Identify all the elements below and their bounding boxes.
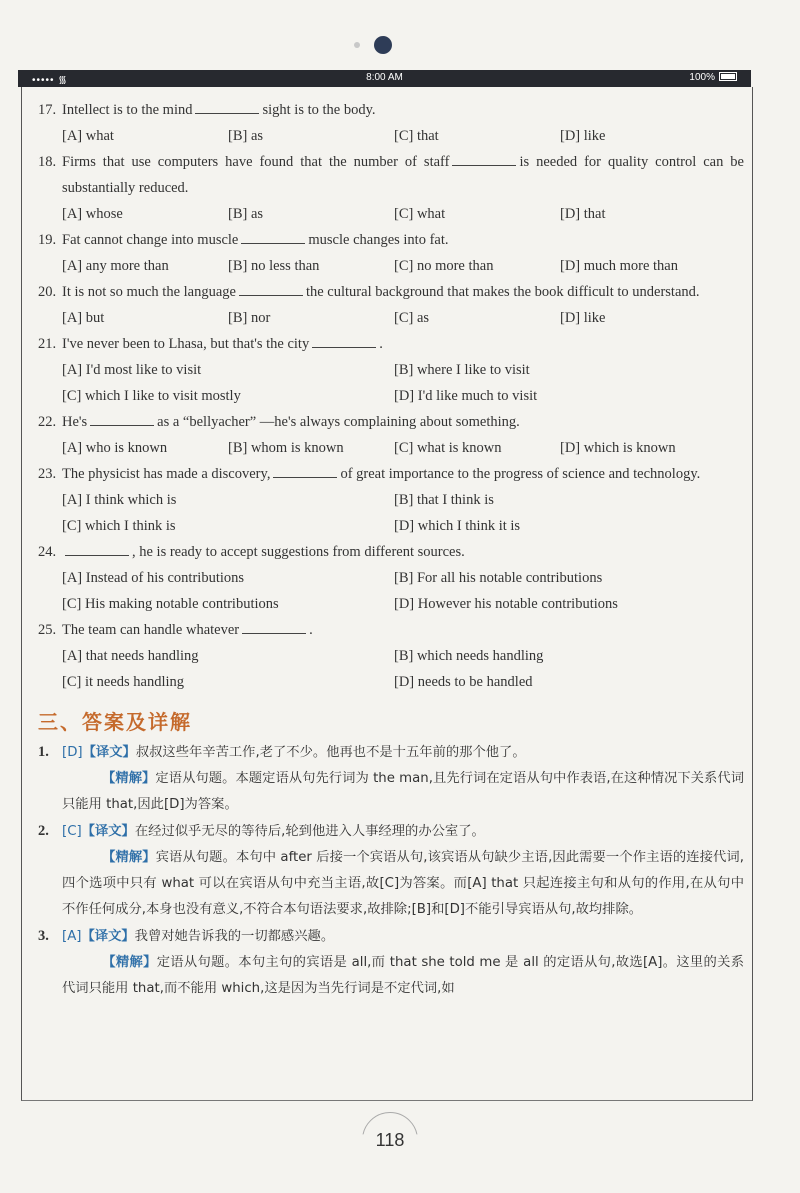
option-b[interactable]: [B] For all his notable contributions bbox=[394, 570, 603, 586]
question-item bbox=[38, 227, 744, 279]
option-c[interactable]: [C] no more than bbox=[394, 258, 494, 274]
option-b[interactable]: [B] which needs handling bbox=[394, 648, 544, 664]
question-item bbox=[38, 461, 744, 539]
option-a[interactable]: [A] whose bbox=[62, 206, 123, 222]
translation-text: 叔叔这些年辛苦工作,老了不少。他再也不是十五年前的那个他了。 bbox=[135, 745, 526, 760]
battery-icon bbox=[719, 72, 737, 81]
option-c[interactable]: [C] that bbox=[394, 128, 439, 144]
question-text: He's as a “bellyacher” —he's always complaining about something. bbox=[62, 409, 744, 435]
question-text: The physicist has made a discovery, of great importance to the progress of science and technology. bbox=[62, 461, 744, 487]
answer-number: 1. bbox=[38, 744, 49, 760]
answer-blank bbox=[65, 540, 129, 556]
answer-blank bbox=[452, 150, 516, 166]
question-item bbox=[38, 97, 744, 149]
page-indicator bbox=[0, 36, 800, 56]
page-number: 118 bbox=[362, 1112, 418, 1162]
explanation-tag: 【精解】 bbox=[102, 771, 156, 786]
question-number: 24. bbox=[38, 544, 57, 560]
question-text: Fat cannot change into muscle muscle changes into fat. bbox=[62, 227, 744, 253]
option-c[interactable]: [C] what bbox=[394, 206, 446, 222]
option-a[interactable]: [A] I think which is bbox=[62, 492, 177, 508]
status-bar bbox=[18, 70, 751, 87]
option-b[interactable]: [B] as bbox=[228, 206, 264, 222]
answer-item bbox=[38, 739, 744, 818]
section-title: 三、答案及详解 bbox=[38, 710, 192, 734]
question-text: It is not so much the language the cultural background that makes the book difficult to understand. bbox=[62, 279, 744, 305]
question-item bbox=[38, 539, 744, 617]
explanation-text: 定语从句题。本题定语从句先行词为 the man,且先行词在定语从句中作表语,在这种情况下关系代词只能用 that,因此[D]为答案。 bbox=[62, 771, 744, 812]
option-b[interactable]: [B] that I think is bbox=[394, 492, 494, 508]
translation-text: 在经过似乎无尽的等待后,轮到他进入人事经理的办公室了。 bbox=[134, 824, 485, 839]
option-a[interactable]: [A] that needs handling bbox=[62, 648, 199, 664]
answer-item bbox=[38, 818, 744, 923]
option-a[interactable]: [A] Instead of his contributions bbox=[62, 570, 245, 586]
option-d[interactable]: [D] However his notable contributions bbox=[394, 596, 618, 612]
explanation-text: 宾语从句题。本句中 after 后接一个宾语从句,该宾语从句缺少主语,因此需要一个作主语的连接代词,四个选项中只有 what 可以在宾语从句中充当主语,故[C]为答案。而[A] that 只起连接主句和从句的作用,在从句中不作任何成分,本身也没有意义,不符合本句语法要求,故排除;[B]和[D]不能引导宾语从句,故均排除。 bbox=[62, 850, 745, 917]
answer-blank bbox=[312, 332, 376, 348]
question-item bbox=[38, 331, 744, 409]
explanation-text: 定语从句题。本句主句的宾语是 all,而 that she told me 是 all 的定语从句,故选[A]。这里的关系代词只能用 that,而不能用 which,这是因为当先行词是不定代词,如 bbox=[62, 955, 745, 996]
option-b[interactable]: [B] as bbox=[228, 128, 264, 144]
question-text: The team can handle whatever . bbox=[62, 617, 744, 643]
option-c[interactable]: [C] which I think is bbox=[62, 518, 176, 534]
option-d[interactable]: [D] which I think it is bbox=[394, 518, 521, 534]
option-a[interactable]: [A] any more than bbox=[62, 258, 169, 274]
question-list bbox=[38, 97, 744, 695]
option-b[interactable]: [B] nor bbox=[228, 310, 271, 326]
question-number: 19. bbox=[38, 232, 57, 248]
option-d[interactable]: [D] needs to be handled bbox=[394, 674, 533, 690]
answer-key: [A] bbox=[62, 929, 82, 944]
option-d[interactable]: [D] like bbox=[560, 128, 606, 144]
question-item bbox=[38, 409, 744, 461]
question-item bbox=[38, 279, 744, 331]
option-a[interactable]: [A] I'd most like to visit bbox=[62, 362, 202, 378]
question-number: 22. bbox=[38, 414, 57, 430]
question-number: 25. bbox=[38, 622, 57, 638]
answer-key: [D] bbox=[62, 745, 83, 760]
answer-blank bbox=[239, 280, 303, 296]
option-c[interactable]: [C] His making notable contributions bbox=[62, 596, 279, 612]
option-b[interactable]: [B] whom is known bbox=[228, 440, 344, 456]
question-number: 18. bbox=[38, 154, 57, 170]
question-number: 20. bbox=[38, 284, 57, 300]
question-number: 17. bbox=[38, 102, 57, 118]
page-dot-active[interactable] bbox=[374, 36, 392, 54]
page-dot-inactive[interactable] bbox=[354, 42, 360, 48]
answer-number: 2. bbox=[38, 823, 49, 839]
question-text: , he is ready to accept suggestions from different sources. bbox=[62, 539, 744, 565]
question-item bbox=[38, 617, 744, 695]
option-d[interactable]: [D] that bbox=[560, 206, 606, 222]
question-number: 21. bbox=[38, 336, 57, 352]
explanation-tag: 【精解】 bbox=[102, 955, 157, 970]
option-c[interactable]: [C] which I like to visit mostly bbox=[62, 388, 241, 404]
answer-blank bbox=[241, 228, 305, 244]
option-c[interactable]: [C] what is known bbox=[394, 440, 502, 456]
question-text: Firms that use computers have found that the number of staff is needed for quality control can be substantially reduced. bbox=[62, 149, 744, 201]
option-a[interactable]: [A] what bbox=[62, 128, 114, 144]
answer-item bbox=[38, 923, 744, 1002]
option-d[interactable]: [D] much more than bbox=[560, 258, 678, 274]
answer-blank bbox=[242, 618, 306, 634]
question-item bbox=[38, 149, 744, 227]
option-c[interactable]: [C] it needs handling bbox=[62, 674, 185, 690]
answer-blank bbox=[195, 98, 259, 114]
question-text: I've never been to Lhasa, but that's the city . bbox=[62, 331, 744, 357]
wifi-icon: ᯾ bbox=[58, 75, 68, 86]
translation-tag: 【译文】 bbox=[81, 929, 135, 944]
option-b[interactable]: [B] where I like to visit bbox=[394, 362, 530, 378]
answer-number: 3. bbox=[38, 928, 49, 944]
battery-status: 100% bbox=[689, 72, 737, 83]
option-a[interactable]: [A] but bbox=[62, 310, 105, 326]
explanation-tag: 【精解】 bbox=[102, 850, 156, 865]
option-c[interactable]: [C] as bbox=[394, 310, 430, 326]
translation-tag: 【译文】 bbox=[81, 824, 135, 839]
option-b[interactable]: [B] no less than bbox=[228, 258, 320, 274]
question-number: 23. bbox=[38, 466, 57, 482]
answer-blank bbox=[90, 410, 154, 426]
answer-key: [C] bbox=[62, 824, 82, 839]
status-time: 8:00 AM bbox=[366, 72, 403, 83]
option-d[interactable]: [D] like bbox=[560, 310, 606, 326]
option-d[interactable]: [D] which is known bbox=[560, 440, 676, 456]
translation-text: 我曾对她告诉我的一切都感兴趣。 bbox=[134, 929, 335, 944]
page-content bbox=[38, 97, 744, 1002]
option-a[interactable]: [A] who is known bbox=[62, 440, 168, 456]
answer-blank bbox=[273, 462, 337, 478]
option-d[interactable]: [D] I'd like much to visit bbox=[394, 388, 538, 404]
answer-list bbox=[38, 739, 744, 1002]
translation-tag: 【译文】 bbox=[82, 745, 136, 760]
question-text: Intellect is to the mind sight is to the body. bbox=[62, 97, 744, 123]
signal-icon: ••••• ᯾ bbox=[32, 75, 68, 86]
